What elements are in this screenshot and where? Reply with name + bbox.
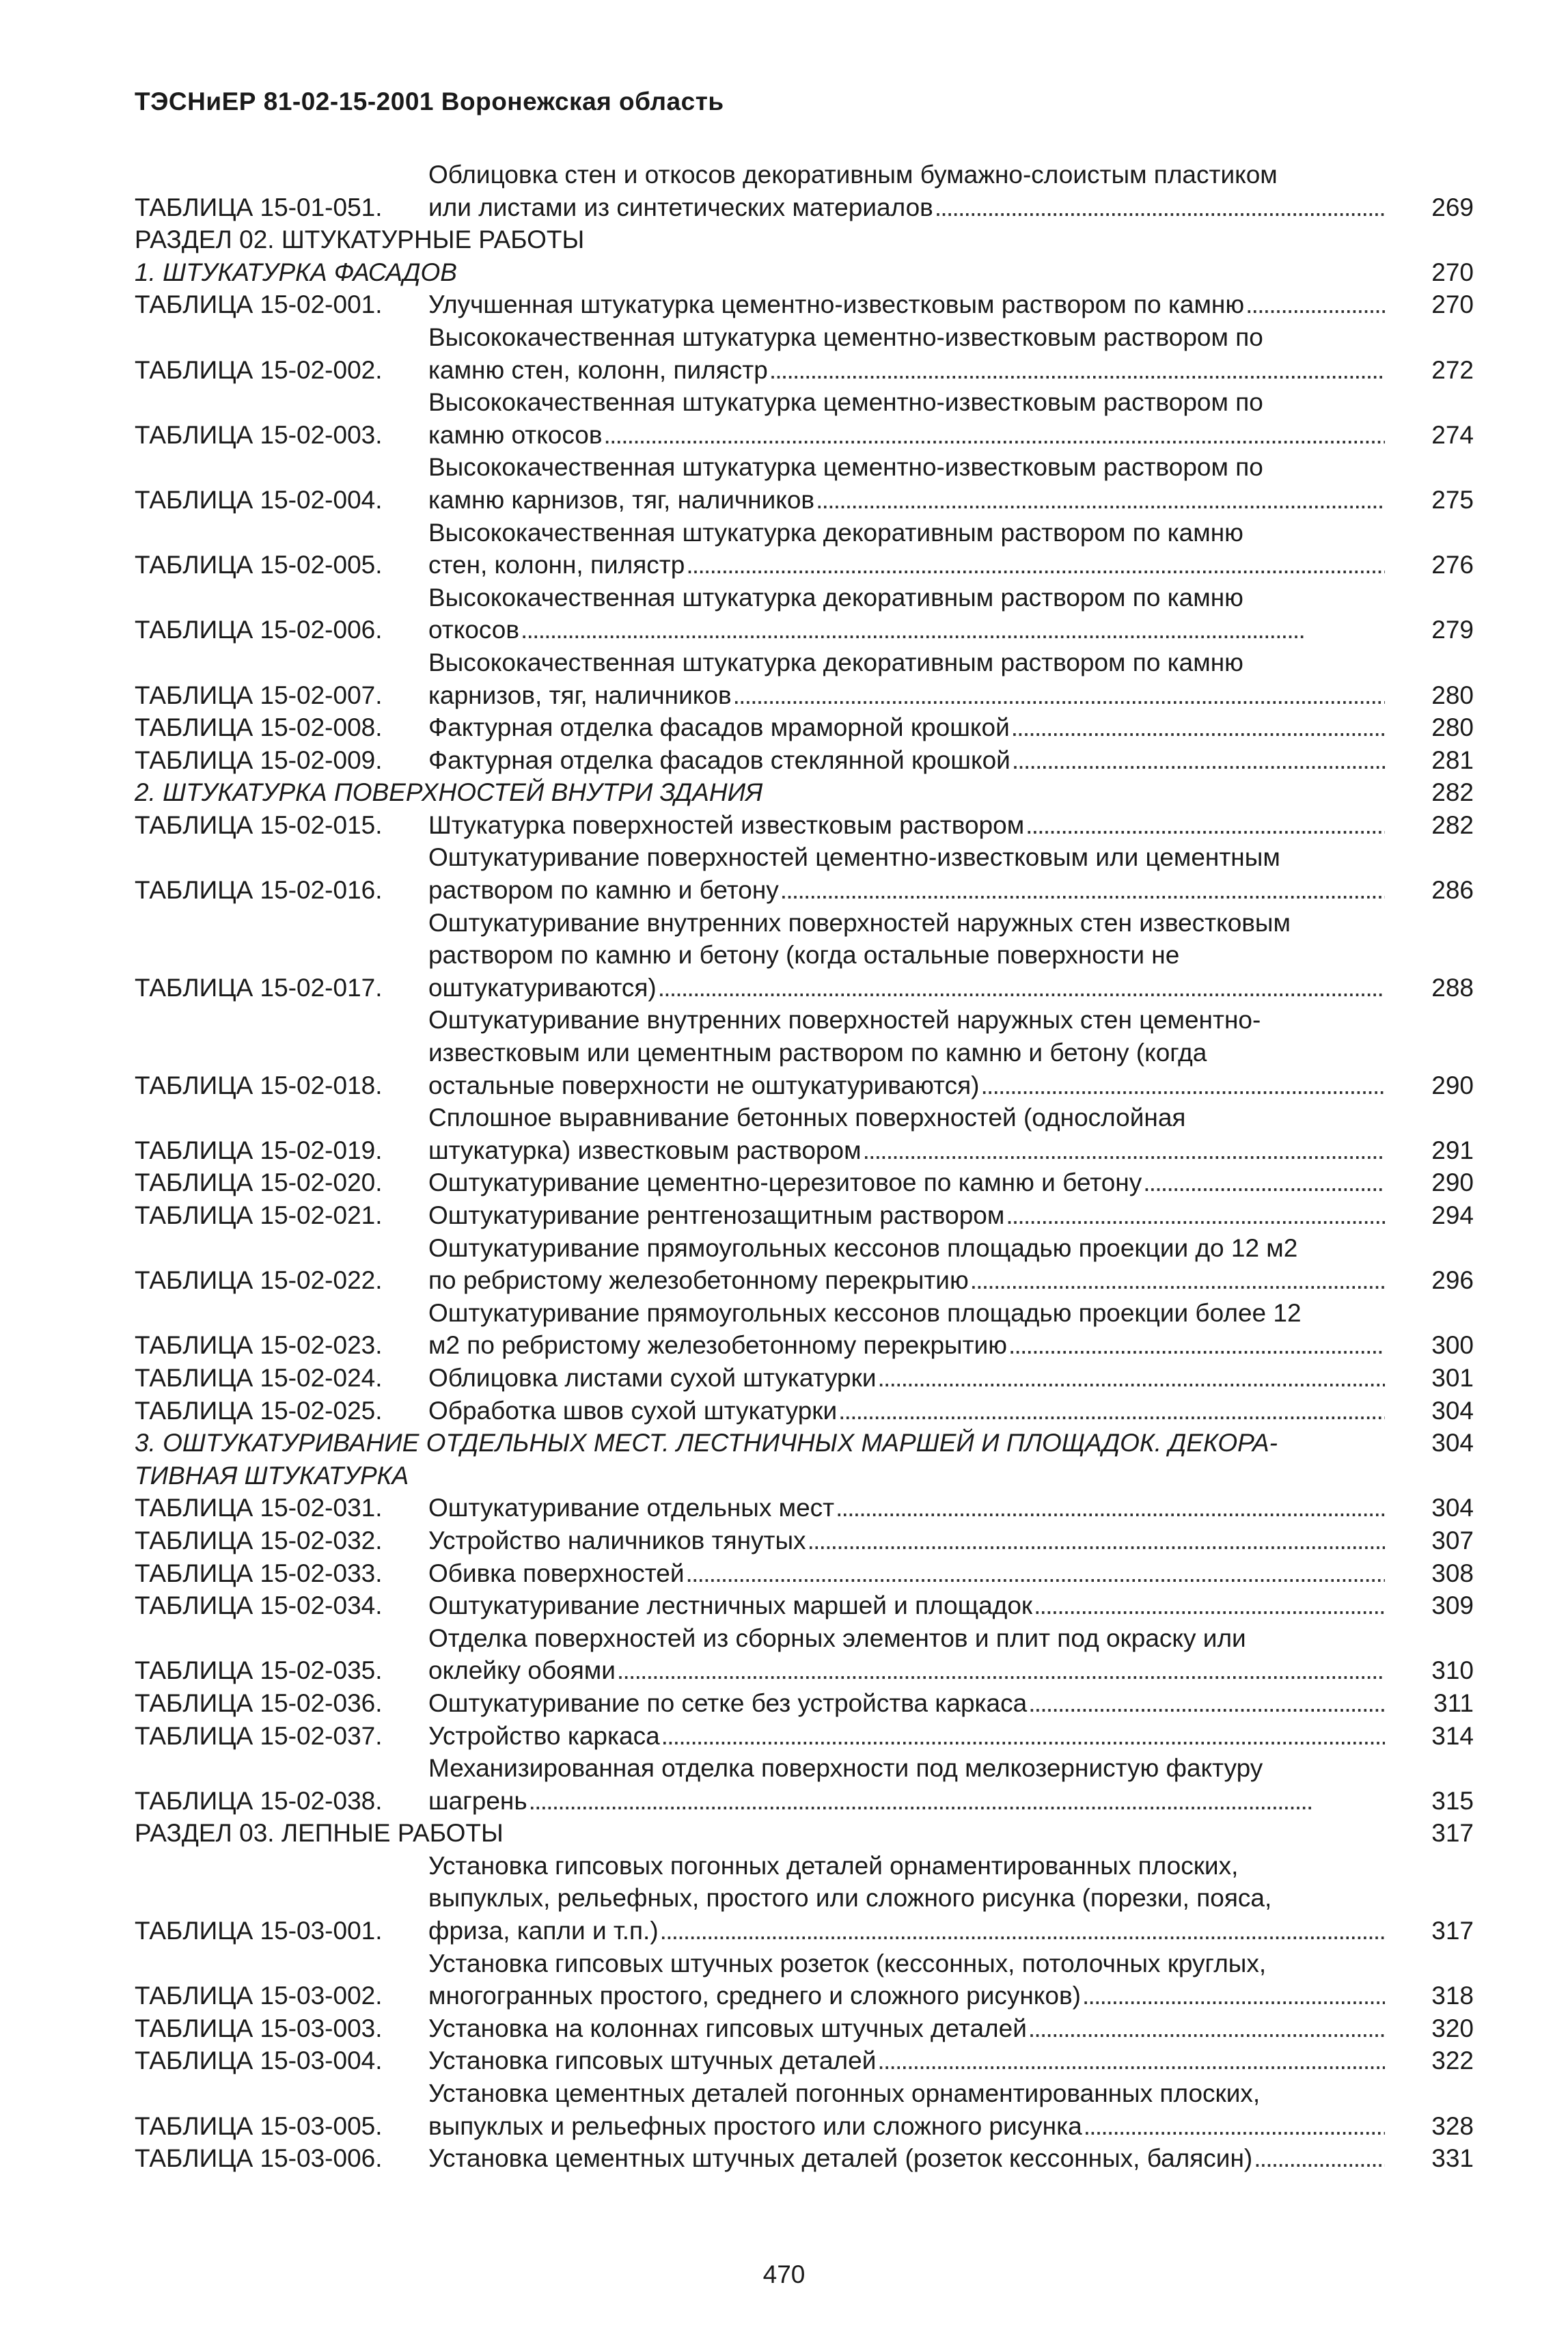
toc-page-number: 272	[1431, 355, 1474, 384]
toc-page-number: 311	[1433, 1688, 1474, 1717]
toc-entry-line-text: Оштукатуривание внутренних поверхностей наружных стен известковым	[428, 908, 1291, 937]
toc-page-number: 310	[1431, 1656, 1474, 1685]
toc-entry[interactable]	[135, 2044, 1474, 2077]
toc-entry-line-text: Установка цементных деталей погонных орнаментированных плоских,	[428, 2079, 1261, 2108]
toc-entry[interactable]	[135, 2012, 1474, 2045]
toc-page-number: 331	[1431, 2144, 1474, 2173]
toc-entry-line-text: Оштукатуривание отдельных мест	[428, 1494, 835, 1522]
toc-entry[interactable]	[135, 1947, 1474, 2012]
toc-entry-line-text: Штукатурка поверхностей известковым раствором	[428, 810, 1025, 839]
toc-entry-line-text: Обработка швов сухой штукатурки	[428, 1396, 838, 1425]
toc-entry-line-text: стен, колонн, пилястр	[428, 551, 685, 579]
toc-entry-label: ТАБЛИЦА 15-02-021.	[135, 1201, 383, 1229]
toc-entry-line-text: м2 по ребристому железобетонному перекрытию	[428, 1331, 1007, 1360]
toc-entry-line	[428, 549, 1405, 581]
toc-entry-line-text: многогранных простого, среднего и сложного рисунков)	[428, 1982, 1081, 2010]
leader-dots	[1028, 1687, 1385, 1720]
leader-dots	[658, 972, 1385, 1004]
toc-entry-line-text: Оштукатуривание прямоугольных кессонов площадью проекции более 12	[428, 1298, 1302, 1327]
leader-dots	[863, 1134, 1385, 1167]
toc-entry-label: ТАБЛИЦА 15-03-006.	[135, 2144, 383, 2173]
toc-entry-title	[428, 159, 1405, 223]
toc-entry-label: ТАБЛИЦА 15-02-022.	[135, 1266, 383, 1295]
toc-entry-title	[428, 744, 1405, 777]
toc-entry-line-text: Оштукатуривание внутренних поверхностей наружных стен цементно-	[428, 1006, 1261, 1035]
section-title: РАЗДЕЛ 02. ШТУКАТУРНЫЕ РАБОТЫ	[135, 225, 585, 254]
toc-entry-title	[428, 2142, 1405, 2175]
toc-entry-line	[428, 809, 1405, 842]
toc-entry[interactable]	[135, 2142, 1474, 2175]
toc-entry-line	[428, 191, 1405, 224]
toc-entry-line-text: откосов	[428, 616, 520, 644]
toc-entry-line-text: Установка гипсовых штучных деталей	[428, 2046, 877, 2075]
toc-entry[interactable]	[135, 451, 1474, 516]
toc-entry[interactable]	[135, 1101, 1474, 1166]
toc-entry-label: ТАБЛИЦА 15-02-025.	[135, 1396, 383, 1425]
toc-page-number: 296	[1431, 1266, 1474, 1295]
toc-entry-line-text: Механизированная отделка поверхности под мелкозернистую фактуру	[428, 1754, 1263, 1783]
toc-entry-line	[428, 1395, 1405, 1427]
toc-entry-title	[428, 1166, 1405, 1199]
toc-entry-line-text: оклейку обоями	[428, 1656, 616, 1685]
toc-entry-line	[428, 1557, 1405, 1590]
toc-entry-title	[428, 1687, 1405, 1720]
toc-entry-line-text: Улучшенная штукатурка цементно-известковым раствором по камню	[428, 290, 1245, 319]
toc-entry-label: ТАБЛИЦА 15-02-035.	[135, 1656, 383, 1685]
toc-entry-label: ТАБЛИЦА 15-02-007.	[135, 681, 383, 709]
leader-dots	[1254, 2142, 1385, 2175]
toc-entry-line-text: Высококачественная штукатурка декоративным раствором по камню	[428, 518, 1243, 547]
toc-entry-label: ТАБЛИЦА 15-02-004.	[135, 485, 383, 514]
leader-dots	[935, 191, 1385, 224]
leader-dots	[970, 1264, 1385, 1297]
toc-entry-title	[428, 1947, 1405, 2012]
toc-entry[interactable]	[135, 517, 1474, 581]
toc-entry-line-text: камню карнизов, тяг, наличников	[428, 485, 815, 514]
toc-page-number: 300	[1431, 1331, 1474, 1360]
toc-subsection-heading[interactable]	[135, 776, 1474, 809]
toc-entry-line-text: Высококачественная штукатурка декоративным раствором по камню	[428, 648, 1243, 676]
toc-entry-line	[428, 1069, 1405, 1102]
toc-entry-line-text: Облицовка стен и откосов декоративным бумажно-слоистым пластиком	[428, 161, 1278, 189]
toc-entry-line-text: выпуклых и рельефных простого или сложного рисунка	[428, 2111, 1082, 2140]
toc-entry-line-text: Оштукатуривание по сетке без устройства каркаса	[428, 1688, 1028, 1717]
toc-entry-title	[428, 1850, 1405, 1947]
toc-entry[interactable]	[135, 1524, 1474, 1557]
toc-entry[interactable]	[135, 386, 1474, 451]
leader-dots	[604, 419, 1385, 452]
toc-entry-line-text: Установка цементных штучных деталей (розеток кессонных, балясин)	[428, 2144, 1253, 2173]
toc-entry-line-text: Высококачественная штукатурка цементно-известковым раствором по	[428, 388, 1263, 417]
toc-entry-title	[428, 1101, 1405, 1166]
leader-dots	[686, 1557, 1385, 1590]
toc-entry-title	[428, 841, 1405, 906]
toc-entry-title	[428, 1720, 1405, 1753]
toc-entry-line-text: Устройство наличников тянутых	[428, 1526, 806, 1555]
toc-page-number: 290	[1431, 1168, 1474, 1197]
toc-entry[interactable]	[135, 1687, 1474, 1720]
subsection-title	[135, 1427, 1405, 1492]
toc-entry-line-text: по ребристому железобетонному перекрытию	[428, 1266, 969, 1295]
toc-entry-line-text: Оштукатуривание цементно-церезитовое по камню и бетону	[428, 1168, 1142, 1197]
toc-entry-label: ТАБЛИЦА 15-02-001.	[135, 290, 383, 319]
toc-subsection-heading[interactable]	[135, 1427, 1474, 1492]
toc-entry-title	[428, 2012, 1405, 2045]
leader-dots	[780, 874, 1385, 907]
toc-page-number: 307	[1431, 1526, 1474, 1555]
toc-entry-line	[428, 1492, 1405, 1524]
toc-entry-line-text: Устройство каркаса	[428, 1721, 660, 1750]
toc-entry-title	[428, 1004, 1405, 1101]
page-number: 470	[762, 2260, 806, 2288]
toc-entry-line-text: Оштукатуривание лестничных маршей и площадок	[428, 1591, 1033, 1620]
leader-dots	[617, 1654, 1385, 1687]
toc-entry-line-text: Установка гипсовых штучных розеток (кессонных, потолочных круглых,	[428, 1949, 1267, 1977]
toc-entry-label: ТАБЛИЦА 15-02-034.	[135, 1591, 383, 1620]
toc-entry-line-text: шагрень	[428, 1786, 527, 1815]
toc-entry-title	[428, 1199, 1405, 1232]
toc-entry-line	[428, 1720, 1405, 1753]
toc-entry-label: ТАБЛИЦА 15-02-008.	[135, 713, 383, 742]
toc-entry-label: ТАБЛИЦА 15-02-031.	[135, 1494, 383, 1522]
toc-entry-label: ТАБЛИЦА 15-02-006.	[135, 616, 383, 644]
toc-entry-line-text: оштукатуриваются)	[428, 973, 657, 1002]
table-of-contents	[135, 159, 1474, 2175]
toc-entry-line	[428, 972, 1405, 1004]
toc-page-number: 294	[1431, 1201, 1474, 1229]
toc-entry-line-text: выпуклых, рельефных, простого или сложного рисунка (порезки, пояса,	[428, 1884, 1272, 1913]
toc-entry-line	[428, 354, 1405, 387]
toc-entry-title	[428, 1589, 1405, 1622]
toc-entry-line-text: Установка гипсовых погонных деталей орнаментированных плоских,	[428, 1851, 1239, 1880]
toc-entry-label: ТАБЛИЦА 15-01-051.	[135, 193, 383, 221]
subsection-title-line: 2. ШТУКАТУРКА ПОВЕРХНОСТЕЙ ВНУТРИ ЗДАНИЯ	[135, 778, 763, 807]
leader-dots	[1082, 1980, 1385, 2012]
toc-entry[interactable]	[135, 288, 1474, 321]
leader-dots	[808, 1524, 1385, 1557]
section-title: РАЗДЕЛ 03. ЛЕПНЫЕ РАБОТЫ	[135, 1819, 504, 1848]
toc-entry-line-text: Отделка поверхностей из сборных элементов и плит под окраску или	[428, 1624, 1246, 1652]
toc-entry-title	[428, 2077, 1405, 2142]
toc-entry-line	[428, 744, 1405, 777]
toc-entry-label: ТАБЛИЦА 15-03-001.	[135, 1917, 383, 1945]
leader-dots	[877, 2044, 1385, 2077]
toc-entry-line	[428, 614, 1405, 646]
toc-entry[interactable]	[135, 1850, 1474, 1947]
toc-entry-label: ТАБЛИЦА 15-02-016.	[135, 876, 383, 905]
toc-entry-title	[428, 1232, 1405, 1297]
toc-entry[interactable]	[135, 809, 1474, 842]
toc-entry-label: ТАБЛИЦА 15-02-020.	[135, 1168, 383, 1197]
toc-entry[interactable]	[135, 1362, 1474, 1395]
toc-entry-line-text: Высококачественная штукатурка декоративным раствором по камню	[428, 583, 1243, 612]
toc-entry-title	[428, 1297, 1405, 1362]
toc-entry[interactable]	[135, 1232, 1474, 1297]
toc-entry-line-text: Установка на колоннах гипсовых штучных деталей	[428, 2014, 1027, 2042]
leader-dots	[1011, 711, 1385, 744]
leader-dots	[1084, 2110, 1385, 2143]
toc-entry-label: ТАБЛИЦА 15-02-003.	[135, 420, 383, 449]
subsection-title-line: 3. ОШТУКАТУРИВАНИЕ ОТДЕЛЬНЫХ МЕСТ. ЛЕСТНИЧНЫХ МАРШЕЙ И ПЛОЩАДОК. ДЕКОРА-	[135, 1429, 1278, 1457]
toc-entry-title	[428, 907, 1405, 1004]
toc-entry-label: ТАБЛИЦА 15-02-023.	[135, 1331, 383, 1360]
toc-entry-label: ТАБЛИЦА 15-03-004.	[135, 2046, 383, 2075]
toc-entry-line-text: Оштукатуривание прямоугольных кессонов площадью проекции до 12 м2	[428, 1233, 1298, 1262]
toc-page-number: 280	[1431, 713, 1474, 742]
toc-page-number: 275	[1431, 485, 1474, 514]
toc-entry-line	[428, 1264, 1405, 1297]
toc-entry[interactable]	[135, 1395, 1474, 1427]
toc-entry-label: ТАБЛИЦА 15-02-002.	[135, 355, 383, 384]
leader-dots	[1143, 1166, 1385, 1199]
toc-entry[interactable]	[135, 1297, 1474, 1362]
toc-entry-line-text: фриза, капли и т.п.)	[428, 1917, 659, 1945]
leader-dots	[1006, 1199, 1385, 1232]
toc-entry-title	[428, 386, 1405, 451]
toc-page-number: 317	[1431, 1917, 1474, 1945]
toc-entry-title	[428, 451, 1405, 516]
leader-dots	[878, 1362, 1386, 1395]
toc-entry-line-text: раствором по камню и бетону (когда остальные поверхности не	[428, 941, 1180, 970]
leader-dots	[1026, 809, 1385, 842]
leader-dots	[1246, 288, 1385, 321]
toc-entry-label: ТАБЛИЦА 15-03-002.	[135, 1982, 383, 2010]
toc-entry-title	[428, 809, 1405, 842]
toc-page-number: 282	[1431, 810, 1474, 839]
toc-page-number: 318	[1431, 1982, 1474, 2010]
toc-entry-title	[428, 1362, 1405, 1395]
subsection-title	[135, 256, 1405, 289]
toc-entry-line-text: Оштукатуривание рентгенозащитным раствором	[428, 1201, 1005, 1229]
toc-entry-line	[428, 2110, 1405, 2143]
leader-dots	[838, 1395, 1385, 1427]
toc-entry-line	[428, 1166, 1405, 1199]
toc-entry-line-text: штукатурка) известковым раствором	[428, 1136, 862, 1164]
toc-entry-label: ТАБЛИЦА 15-02-024.	[135, 1363, 383, 1392]
toc-page-number: 304	[1431, 1429, 1474, 1457]
toc-entry[interactable]	[135, 1752, 1474, 1817]
toc-page-number: 270	[1431, 290, 1474, 319]
toc-entry[interactable]	[135, 744, 1474, 777]
toc-entry-label: ТАБЛИЦА 15-02-038.	[135, 1786, 383, 1815]
toc-page-number: 328	[1431, 2111, 1474, 2140]
leader-dots	[836, 1492, 1385, 1524]
toc-page-number: 281	[1431, 745, 1474, 774]
toc-entry-label: ТАБЛИЦА 15-02-005.	[135, 551, 383, 579]
toc-entry[interactable]	[135, 1199, 1474, 1232]
toc-page-number: 322	[1431, 2046, 1474, 2075]
toc-page-number: 286	[1431, 876, 1474, 905]
toc-section-heading[interactable]	[135, 1817, 1474, 1850]
toc-entry-line-text: камню стен, колонн, пилястр	[428, 355, 768, 384]
toc-entry-line	[428, 1980, 1405, 2012]
toc-entry-line	[428, 484, 1405, 517]
toc-page-number: 280	[1431, 681, 1474, 709]
leader-dots	[529, 1785, 1385, 1818]
toc-entry-line-text: Оштукатуривание поверхностей цементно-известковым или цементным	[428, 843, 1280, 872]
leader-dots	[661, 1720, 1385, 1753]
toc-entry-title	[428, 646, 1405, 711]
toc-page-number: 274	[1431, 420, 1474, 449]
toc-page-number: 279	[1431, 616, 1474, 644]
toc-page-number: 309	[1431, 1591, 1474, 1620]
toc-entry-line-text: Фактурная отделка фасадов мраморной крошкой	[428, 713, 1010, 742]
toc-entry-title	[428, 2044, 1405, 2077]
toc-page-number: 308	[1431, 1559, 1474, 1587]
toc-entry-line	[428, 1687, 1405, 1720]
toc-page-number: 282	[1431, 778, 1474, 807]
toc-entry-line	[428, 1915, 1405, 1947]
toc-entry-line	[428, 874, 1405, 907]
toc-entry[interactable]	[135, 646, 1474, 711]
toc-entry-line-text: известковым или цементным раствором по камню и бетону (когда	[428, 1039, 1207, 1067]
toc-page-number: 315	[1431, 1786, 1474, 1815]
leader-dots	[1028, 2012, 1385, 2045]
toc-entry-title	[428, 1557, 1405, 1590]
leader-dots	[769, 354, 1385, 387]
toc-entry-label: ТАБЛИЦА 15-02-019.	[135, 1136, 383, 1164]
toc-page-number: 317	[1431, 1819, 1474, 1848]
toc-entry[interactable]	[135, 321, 1474, 386]
toc-entry-title	[428, 517, 1405, 581]
toc-entry-line-text: Высококачественная штукатурка цементно-известковым раствором по	[428, 453, 1263, 482]
leader-dots	[733, 679, 1385, 712]
toc-entry-label: ТАБЛИЦА 15-02-036.	[135, 1688, 383, 1717]
toc-entry-label: ТАБЛИЦА 15-02-018.	[135, 1071, 383, 1099]
toc-page-number: 291	[1431, 1136, 1474, 1164]
toc-entry[interactable]	[135, 1492, 1474, 1524]
toc-entry-label: ТАБЛИЦА 15-02-009.	[135, 745, 383, 774]
toc-entry-line	[428, 1134, 1405, 1167]
toc-entry[interactable]	[135, 711, 1474, 744]
toc-entry-line-text: карнизов, тяг, наличников	[428, 681, 732, 709]
toc-entry-line	[428, 419, 1405, 452]
toc-subsection-heading[interactable]	[135, 256, 1474, 289]
document-header: ТЭСНиЕР 81-02-15-2001 Воронежская область	[135, 87, 724, 115]
toc-entry-line	[428, 1362, 1405, 1395]
toc-entry[interactable]	[135, 1557, 1474, 1590]
subsection-title	[135, 776, 1405, 809]
leader-dots	[660, 1915, 1385, 1947]
toc-entry-line	[428, 1199, 1405, 1232]
toc-entry-title	[428, 581, 1405, 646]
toc-entry-line-text: Фактурная отделка фасадов стеклянной крошкой	[428, 745, 1010, 774]
toc-entry-line-text: или листами из синтетических материалов	[428, 193, 933, 221]
toc-entry[interactable]	[135, 159, 1474, 223]
toc-entry-label: ТАБЛИЦА 15-03-005.	[135, 2111, 383, 2140]
leader-dots	[1008, 1329, 1385, 1362]
toc-entry-title	[428, 1752, 1405, 1817]
leader-dots	[980, 1069, 1385, 1102]
toc-section-heading[interactable]	[135, 223, 1474, 256]
toc-entry[interactable]	[135, 1720, 1474, 1753]
toc-entry-line-text: Обивка поверхностей	[428, 1559, 685, 1587]
toc-entry-title	[428, 1524, 1405, 1557]
toc-page-number: 301	[1431, 1363, 1474, 1392]
toc-entry-label: ТАБЛИЦА 15-02-017.	[135, 973, 383, 1002]
toc-entry-line	[428, 1524, 1405, 1557]
leader-dots	[1012, 744, 1385, 777]
toc-page-number: 288	[1431, 973, 1474, 1002]
toc-entry-title	[428, 1492, 1405, 1524]
toc-entry-line	[428, 1329, 1405, 1362]
toc-entry[interactable]	[135, 581, 1474, 646]
toc-page-number: 276	[1431, 551, 1474, 579]
toc-entry-line	[428, 2012, 1405, 2045]
subsection-title-line: 1. ШТУКАТУРКА ФАСАДОВ	[135, 258, 457, 286]
toc-entry-label: ТАБЛИЦА 15-02-033.	[135, 1559, 383, 1587]
toc-entry-line	[428, 711, 1405, 744]
toc-entry-line-text: камню откосов	[428, 420, 603, 449]
toc-entry-label: ТАБЛИЦА 15-02-015.	[135, 810, 383, 839]
toc-entry-title	[428, 288, 1405, 321]
toc-entry-line	[428, 288, 1405, 321]
leader-dots	[686, 549, 1385, 581]
toc-entry-line-text: остальные поверхности не оштукатуриваются)	[428, 1071, 980, 1099]
toc-entry-line-text: Сплошное выравнивание бетонных поверхностей (однослойная	[428, 1104, 1186, 1132]
toc-entry[interactable]	[135, 907, 1474, 1004]
leader-dots	[816, 484, 1385, 517]
toc-page-number: 304	[1431, 1396, 1474, 1425]
toc-entry-line	[428, 1785, 1405, 1818]
toc-entry-title	[428, 711, 1405, 744]
toc-page-number: 290	[1431, 1071, 1474, 1099]
toc-page-number: 320	[1431, 2014, 1474, 2042]
toc-entry-line	[428, 679, 1405, 712]
toc-entry[interactable]	[135, 1004, 1474, 1101]
toc-page-number: 270	[1431, 258, 1474, 286]
toc-entry[interactable]	[135, 1622, 1474, 1687]
toc-entry-line-text: Облицовка листами сухой штукатурки	[428, 1363, 877, 1392]
toc-entry-line	[428, 1654, 1405, 1687]
toc-entry-title	[428, 1622, 1405, 1687]
toc-page-number: 269	[1431, 193, 1474, 221]
toc-entry[interactable]	[135, 1589, 1474, 1622]
toc-entry-line-text: раствором по камню и бетону	[428, 876, 779, 905]
leader-dots	[1034, 1589, 1385, 1622]
toc-entry-title	[428, 321, 1405, 386]
toc-entry-label: ТАБЛИЦА 15-03-003.	[135, 2014, 383, 2042]
toc-entry-label: ТАБЛИЦА 15-02-032.	[135, 1526, 383, 1555]
toc-entry-line	[428, 2142, 1405, 2175]
leader-dots	[521, 614, 1385, 646]
toc-entry[interactable]	[135, 2077, 1474, 2142]
toc-page-number: 304	[1431, 1494, 1474, 1522]
toc-entry-title	[428, 1395, 1405, 1427]
subsection-title-line: ТИВНАЯ ШТУКАТУРКА	[135, 1461, 409, 1490]
toc-entry-line	[428, 1589, 1405, 1622]
toc-entry[interactable]	[135, 841, 1474, 906]
toc-entry-line-text: Высококачественная штукатурка цементно-известковым раствором по	[428, 323, 1263, 351]
toc-entry-line	[428, 2044, 1405, 2077]
toc-page-number: 314	[1431, 1721, 1474, 1750]
toc-entry[interactable]	[135, 1166, 1474, 1199]
toc-entry-label: ТАБЛИЦА 15-02-037.	[135, 1721, 383, 1750]
